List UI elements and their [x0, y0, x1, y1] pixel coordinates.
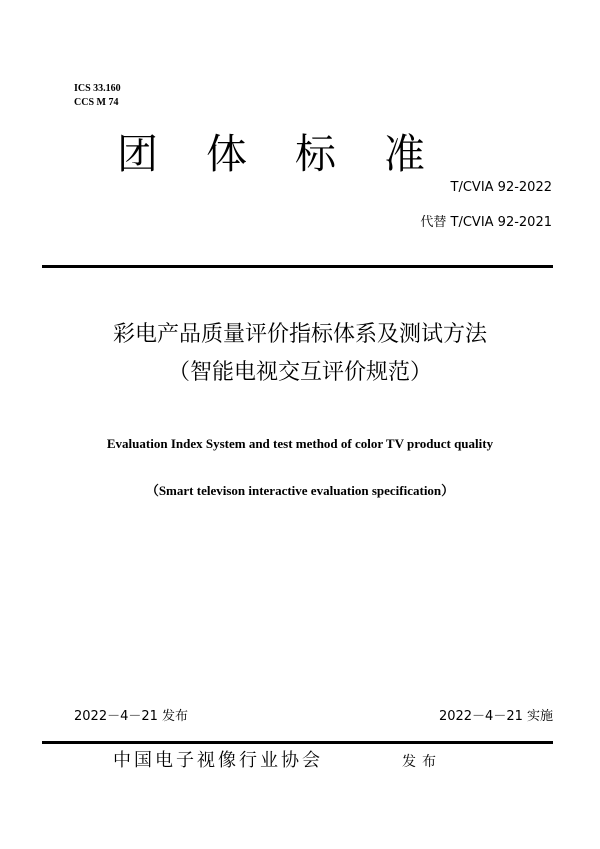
english-title-line-1: Evaluation Index System and test method of color TV product quality — [106, 436, 494, 451]
issuing-organization: 中国电子视像行业协会 — [113, 750, 323, 771]
issue-date: 2022－4－21 发布 — [74, 709, 189, 724]
ccs-code: CCS M 74 — [74, 97, 119, 108]
standard-number: T/CVIA 92-2022 — [450, 180, 552, 195]
implementation-date: 2022－4－21 实施 — [438, 709, 553, 724]
classification-codes — [74, 82, 121, 110]
bottom-divider — [42, 741, 553, 744]
replaces-standard: 代替 T/CVIA 92-2021 — [420, 215, 552, 230]
standard-type-heading: 团体标准 — [117, 130, 473, 178]
top-divider — [42, 265, 553, 268]
issuer-suffix: 发布 — [402, 754, 442, 770]
english-title-line-2: （Smart televison interactive evaluation specification） — [145, 483, 455, 498]
chinese-title-line-1: 彩电产品质量评价指标体系及测试方法 — [112, 322, 487, 347]
chinese-title-line-2: （智能电视交互评价规范） — [167, 360, 432, 385]
ics-code: ICS 33.160 — [74, 83, 121, 94]
